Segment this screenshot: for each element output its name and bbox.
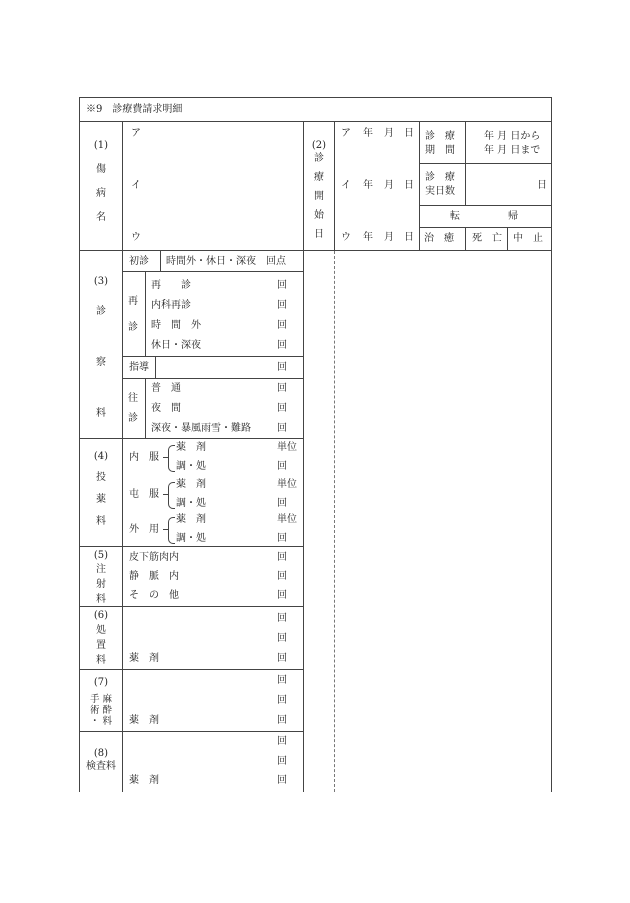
diag-row-a: ア	[131, 128, 141, 139]
first-visit-text: 時間外・休日・深夜 回点	[166, 256, 286, 267]
inj-item-3: そ の 他	[129, 590, 179, 601]
revisit-item-3: 時 間 外	[151, 320, 201, 331]
rule	[303, 121, 304, 792]
date-i-day: 日	[404, 180, 414, 191]
proc-label-1: 処	[96, 625, 106, 636]
rule	[419, 163, 552, 164]
rule	[79, 438, 303, 439]
rule	[122, 271, 303, 272]
med-tonpuku-unit: 単位	[277, 479, 297, 490]
med-internal-label: 内 服	[129, 452, 159, 463]
home-visit-item-3: 深夜・暴風雨雪・難路	[151, 423, 251, 434]
home-visit-item-1: 普 通	[151, 383, 181, 394]
rule	[145, 378, 146, 438]
surg-no: (7)	[93, 677, 109, 688]
period-label-1: 診 療	[425, 131, 455, 142]
outcome-stopped: 中 止	[513, 233, 543, 244]
revisit-label-1: 再	[128, 296, 138, 307]
med-external-times: 回	[277, 533, 287, 544]
brace-tip	[163, 457, 168, 458]
date-u-label: ウ	[341, 232, 351, 243]
med-external-drug: 薬 剤	[176, 514, 206, 525]
start-label-2: 療	[314, 172, 324, 183]
date-u-year: 年	[363, 232, 373, 243]
med-external-prep: 調・処	[176, 533, 206, 544]
med-no: (4)	[93, 451, 109, 462]
rule	[79, 250, 552, 251]
med-label-1: 投	[96, 472, 106, 483]
revisit-times-4: 回	[277, 340, 287, 351]
brace	[168, 482, 175, 509]
date-a-label: ア	[341, 128, 351, 139]
date-i-label: イ	[341, 180, 351, 191]
inj-label-1: 注	[96, 564, 106, 575]
proc-times-3: 回	[277, 653, 287, 664]
exam-label-3: 料	[96, 408, 106, 419]
proc-no: (6)	[93, 610, 109, 621]
period-from: 年 月 日から	[484, 131, 541, 142]
outcome-died: 死 亡	[472, 233, 502, 244]
rule	[419, 205, 552, 206]
rule	[160, 250, 161, 271]
proc-drug: 薬 剤	[129, 653, 159, 664]
surg-times-1: 回	[277, 675, 287, 686]
date-a-month: 月	[384, 128, 394, 139]
proc-label-2: 置	[96, 640, 106, 651]
outcome-label-1: 転	[450, 211, 460, 222]
lab-times-2: 回	[277, 756, 287, 767]
surg-label-2: 術 酔	[89, 705, 113, 716]
guidance-label: 指導	[129, 362, 149, 373]
diag-no: (1)	[93, 140, 109, 151]
start-label-5: 日	[314, 229, 324, 240]
lab-label: 検査料	[86, 761, 116, 772]
med-label-2: 薬	[96, 494, 106, 505]
home-visit-times-2: 回	[277, 403, 287, 414]
med-internal-unit: 単位	[277, 442, 297, 453]
rule	[79, 669, 303, 670]
lab-no: (8)	[93, 748, 109, 759]
dashed-rule	[334, 251, 335, 792]
home-visit-times-3: 回	[277, 423, 287, 434]
days-label-1: 診 療	[425, 172, 455, 183]
inj-times-3: 回	[277, 590, 287, 601]
lab-drug: 薬 剤	[129, 775, 159, 786]
outcome-cured: 治 癒	[424, 233, 454, 244]
date-a-day: 日	[404, 128, 414, 139]
start-label-3: 開	[314, 191, 324, 202]
rule	[145, 271, 146, 356]
med-external-label: 外 用	[129, 524, 159, 535]
date-u-day: 日	[404, 232, 414, 243]
start-label-1: 診	[314, 153, 324, 164]
home-visit-label-1: 往	[128, 393, 138, 404]
inj-item-1: 皮下筋肉内	[129, 552, 179, 563]
revisit-item-2: 内科再診	[151, 300, 191, 311]
med-tonpuku-label: 屯 服	[129, 489, 159, 500]
diag-row-i: イ	[131, 180, 141, 191]
rule	[79, 731, 303, 732]
guidance-times: 回	[277, 362, 287, 373]
date-i-month: 月	[384, 180, 394, 191]
surg-times-2: 回	[277, 695, 287, 706]
diag-label-3: 名	[96, 212, 106, 223]
revisit-item-4: 休日・深夜	[151, 340, 201, 351]
rule	[79, 546, 303, 547]
exam-no: (3)	[93, 276, 109, 287]
home-visit-label-2: 診	[128, 413, 138, 424]
days-unit: 日	[537, 180, 547, 191]
med-internal-drug: 薬 剤	[176, 442, 206, 453]
rule	[155, 356, 156, 378]
period-label-2: 期 間	[425, 145, 455, 156]
outcome-label-2: 帰	[508, 211, 518, 222]
med-tonpuku-drug: 薬 剤	[176, 479, 206, 490]
inj-label-2: 射	[96, 579, 106, 590]
surg-label-1: 手 麻	[89, 694, 113, 705]
revisit-label-2: 診	[128, 322, 138, 333]
exam-label-2: 察	[96, 357, 106, 368]
med-tonpuku-times: 回	[277, 498, 287, 509]
surg-times-3: 回	[277, 715, 287, 726]
home-visit-item-2: 夜 間	[151, 403, 181, 414]
inj-no: (5)	[93, 550, 109, 561]
surg-label-3: ・ 料	[89, 716, 113, 727]
date-i-year: 年	[363, 180, 373, 191]
rule	[79, 97, 552, 98]
rule	[507, 227, 508, 250]
revisit-times-1: 回	[277, 280, 287, 291]
date-a-year: 年	[363, 128, 373, 139]
exam-label-1: 診	[96, 306, 106, 317]
diag-label-1: 傷	[96, 164, 106, 175]
diag-row-u: ウ	[131, 232, 141, 243]
revisit-times-3: 回	[277, 320, 287, 331]
brace-tip	[163, 529, 168, 530]
brace	[168, 445, 175, 472]
inj-times-2: 回	[277, 571, 287, 582]
days-label-2: 実日数	[425, 186, 455, 197]
form-title: ※9 診療費請求明細	[86, 104, 183, 115]
med-internal-times: 回	[277, 461, 287, 472]
rule	[419, 121, 420, 250]
inj-times-1: 回	[277, 552, 287, 563]
first-visit-label: 初診	[129, 256, 149, 267]
rule	[79, 606, 303, 607]
rule	[122, 121, 123, 792]
proc-times-1: 回	[277, 613, 287, 624]
surg-drug: 薬 剤	[129, 715, 159, 726]
rule	[122, 356, 303, 357]
brace	[168, 517, 175, 544]
inj-item-2: 静 脈 内	[129, 571, 179, 582]
start-no: (2)	[311, 140, 327, 151]
rule	[419, 227, 552, 228]
lab-times-1: 回	[277, 736, 287, 747]
revisit-item-1: 再 診	[151, 280, 191, 291]
rule	[79, 97, 80, 792]
diag-label-2: 病	[96, 188, 106, 199]
start-label-4: 始	[314, 210, 324, 221]
proc-label-3: 料	[96, 655, 106, 666]
inj-label-3: 料	[96, 594, 106, 605]
revisit-times-2: 回	[277, 300, 287, 311]
rule	[465, 227, 466, 250]
rule	[122, 378, 303, 379]
date-u-month: 月	[384, 232, 394, 243]
med-tonpuku-prep: 調・処	[176, 498, 206, 509]
rule	[551, 97, 552, 792]
proc-times-2: 回	[277, 633, 287, 644]
med-label-3: 料	[96, 516, 106, 527]
brace-tip	[163, 494, 168, 495]
period-to: 年 月 日まで	[484, 145, 541, 156]
home-visit-times-1: 回	[277, 383, 287, 394]
med-internal-prep: 調・処	[176, 461, 206, 472]
rule	[334, 121, 335, 250]
lab-times-3: 回	[277, 775, 287, 786]
rule	[79, 121, 552, 122]
med-external-unit: 単位	[277, 514, 297, 525]
